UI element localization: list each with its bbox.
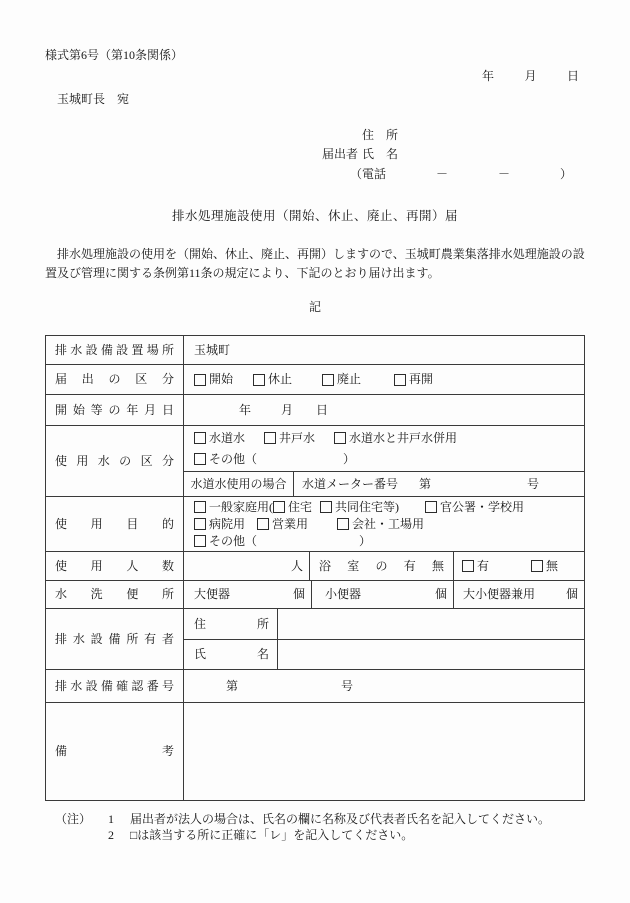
form-table	[45, 335, 585, 801]
owner-name-field[interactable]	[278, 640, 584, 669]
phone-open-label: （電話	[350, 166, 387, 181]
date-day-label: 日	[566, 69, 579, 83]
checkbox-label: 井戸水	[279, 430, 316, 445]
note-number: 2	[108, 827, 114, 842]
checkbox-label: 休止	[268, 372, 293, 387]
row-flush-toilet	[46, 580, 584, 608]
record-mark: 記	[308, 300, 321, 314]
bath-presence-label: 浴 室 の 有 無	[310, 552, 454, 580]
meter-case-label: 水道水使用の場合	[184, 472, 294, 496]
row-label-remarks: 備 考	[46, 703, 184, 800]
checkbox-icon	[194, 432, 206, 444]
name-label: 氏 名	[362, 147, 399, 162]
row-usage-purpose	[46, 496, 584, 551]
usage-purpose-options	[184, 497, 584, 551]
checkbox-label: その他（	[209, 533, 258, 548]
water-other-close: ）	[343, 451, 356, 466]
checkbox-hospital[interactable]	[194, 516, 245, 532]
row-label-installation-place: 排 水 設 備 設 置 場 所	[46, 336, 184, 364]
checkbox-icon	[194, 518, 206, 530]
date-month-label: 月	[524, 69, 537, 83]
phone-close-label: ）	[559, 166, 572, 181]
checkbox-both-water[interactable]	[334, 430, 457, 446]
checkbox-icon	[334, 432, 346, 444]
checkbox-icon	[253, 374, 265, 386]
checkbox-resume[interactable]	[394, 371, 433, 387]
checkbox-label: 水道水と井戸水併用	[349, 430, 458, 445]
date-line[interactable]	[482, 68, 579, 84]
form-title: 排水処理施設使用（開始、休止、廃止、再開）届	[171, 209, 458, 223]
checkbox-label: 無	[546, 558, 559, 573]
checkbox-bath-yes[interactable]	[462, 558, 489, 574]
row-persons-bath	[46, 551, 584, 580]
checkbox-icon	[462, 560, 474, 572]
row-remarks	[46, 702, 584, 800]
phone-dash-2: －	[497, 166, 510, 181]
notes	[55, 812, 550, 843]
form-number: 様式第6号（第10条関係）	[45, 48, 184, 62]
toilet-small-unit: 個	[434, 587, 447, 602]
body-paragraph	[45, 245, 587, 283]
meter-no-prefix: 第	[419, 476, 432, 491]
checkbox-label: その他（	[209, 451, 258, 466]
checkbox-general-home[interactable]	[194, 499, 273, 515]
water-options	[184, 426, 584, 471]
persons-unit: 人	[290, 558, 303, 573]
purpose-other-field[interactable]	[257, 534, 359, 548]
addressee: 玉城町長 宛	[57, 92, 130, 106]
note-text: 届出者が法人の場合は、氏名の欄に名称及び代表者氏名を記入してください。	[130, 812, 551, 826]
owner-address-label: 住 所	[184, 609, 278, 639]
checkbox-icon	[322, 374, 334, 386]
checkbox-icon	[531, 560, 543, 572]
purpose-other-close: ）	[359, 533, 372, 548]
row-label-start-date: 開 始 等 の 年 月 日	[46, 395, 184, 425]
remarks-field[interactable]	[184, 703, 584, 800]
checkbox-purpose-other[interactable]	[194, 533, 257, 549]
start-date-month-label: 月	[281, 402, 294, 417]
checkbox-icon	[194, 535, 206, 547]
meter-no-suffix: 号	[527, 476, 540, 491]
bath-options	[454, 552, 584, 580]
phone-dash-1: －	[435, 166, 448, 181]
checkbox-label: 再開	[409, 372, 434, 387]
checkbox-icon	[320, 501, 332, 513]
row-installation-place	[46, 336, 584, 364]
row-label-usage-purpose: 使 用 目 的	[46, 497, 184, 551]
checkbox-house[interactable]	[273, 499, 312, 515]
note-item-2	[55, 828, 550, 844]
start-date-field[interactable]	[184, 395, 584, 425]
toilet-small-field[interactable]	[312, 581, 454, 608]
declarant-phone-row[interactable]	[322, 164, 582, 184]
checkbox-label: 水道水	[209, 430, 246, 445]
checkbox-label: 住宅	[288, 499, 313, 514]
toilet-large-label: 大便器	[194, 587, 231, 602]
confirmation-suffix: 号	[341, 678, 354, 693]
confirmation-number-field[interactable]	[184, 670, 584, 702]
water-meter-row	[184, 471, 584, 496]
phone-line	[350, 166, 572, 182]
meter-number-field[interactable]	[294, 472, 584, 496]
address-label: 住 所	[362, 127, 399, 142]
checkbox-label: 官公署・学校用	[440, 499, 525, 514]
checkbox-icon	[257, 518, 269, 530]
installation-place-field[interactable]	[184, 336, 584, 364]
checkbox-icon	[264, 432, 276, 444]
notes-mark: （注）	[55, 812, 92, 826]
notification-category-options	[184, 365, 584, 394]
checkbox-apartment[interactable]	[320, 499, 399, 515]
checkbox-label: 共同住宅等)	[335, 499, 400, 514]
water-category-right	[184, 426, 584, 496]
owner-name-row	[184, 639, 584, 669]
checkbox-icon	[194, 501, 206, 513]
note-number: 1	[108, 812, 114, 826]
toilet-combined-unit: 個	[565, 587, 578, 602]
row-equipment-owner	[46, 608, 584, 669]
toilet-large-field[interactable]	[184, 581, 312, 608]
owner-address-row	[184, 609, 584, 639]
declarant-name-row[interactable]	[322, 145, 582, 165]
confirmation-prefix: 第	[226, 678, 239, 693]
start-date-day-label: 日	[316, 402, 329, 417]
checkbox-waterworks[interactable]	[194, 430, 245, 446]
start-date-year-label: 年	[239, 402, 252, 417]
row-label-persons: 使 用 人 数	[46, 552, 184, 580]
body-line-2: 置及び管理に関する条例第11条の規定により、下記のとおり届け出ます。	[45, 266, 440, 280]
row-label-flush-toilet: 水 洗 便 所	[46, 581, 184, 608]
checkbox-public-office-school[interactable]	[425, 499, 524, 515]
persons-count-field[interactable]	[184, 552, 310, 580]
declarant-block	[322, 125, 582, 184]
toilet-combined-label: 大小便器兼用	[463, 587, 536, 602]
water-other-field[interactable]	[257, 452, 343, 466]
installation-place-value: 玉城町	[194, 342, 231, 357]
note-mark-spacer	[55, 828, 91, 844]
checkbox-label: 一般家庭用(	[209, 499, 273, 514]
checkbox-label: 営業用	[272, 516, 309, 531]
checkbox-suspend[interactable]	[253, 371, 292, 387]
meter-no-input[interactable]	[431, 477, 527, 491]
owner-right	[184, 609, 584, 669]
checkbox-well-water[interactable]	[264, 430, 315, 446]
row-label-notification-category: 届 出 の 区 分	[46, 365, 184, 394]
row-water-category	[46, 425, 584, 496]
declarant-address-row[interactable]	[322, 125, 582, 145]
checkbox-label: 病院用	[209, 516, 246, 531]
row-label-equipment-owner: 排 水 設 備 所 有 者	[46, 609, 184, 669]
row-notification-category	[46, 364, 584, 394]
toilet-large-unit: 個	[292, 587, 305, 602]
confirmation-number-input[interactable]	[238, 679, 341, 693]
row-start-date	[46, 394, 584, 425]
declarant-label: 届出者	[322, 147, 359, 162]
owner-name-label: 氏 名	[184, 640, 278, 669]
checkbox-start[interactable]	[194, 371, 233, 387]
row-confirmation-number	[46, 669, 584, 702]
checkbox-label: 有	[477, 558, 490, 573]
checkbox-icon	[194, 453, 206, 465]
checkbox-company-factory[interactable]	[337, 516, 424, 532]
checkbox-icon	[394, 374, 406, 386]
checkbox-label: 会社・工場用	[352, 516, 425, 531]
checkbox-label: 開始	[209, 372, 234, 387]
checkbox-bath-no[interactable]	[531, 558, 558, 574]
checkbox-icon	[337, 518, 349, 530]
checkbox-icon	[194, 374, 206, 386]
row-label-confirmation-number: 排 水 設 備 確 認 番 号	[46, 670, 184, 702]
checkbox-icon	[273, 501, 285, 513]
note-text: □は該当する所に正確に「レ」を記入してください。	[130, 827, 414, 842]
note-item-1	[55, 812, 550, 828]
checkbox-label: 廃止	[337, 372, 362, 387]
row-label-water-category: 使 用 水 の 区 分	[46, 426, 184, 496]
body-line-1: 排水処理施設の使用を（開始、休止、廃止、再開）しますので、玉城町農業集落排水処理施設の設	[45, 247, 585, 261]
owner-address-field[interactable]	[278, 609, 584, 639]
meter-number-label: 水道メーター番号	[302, 476, 399, 491]
toilet-combined-field[interactable]	[454, 581, 584, 608]
toilet-small-label: 小便器	[325, 587, 362, 602]
checkbox-business[interactable]	[257, 516, 308, 532]
date-year-label: 年	[482, 69, 495, 83]
checkbox-icon	[425, 501, 437, 513]
checkbox-water-other[interactable]	[194, 451, 257, 467]
checkbox-abolish[interactable]	[322, 371, 361, 387]
